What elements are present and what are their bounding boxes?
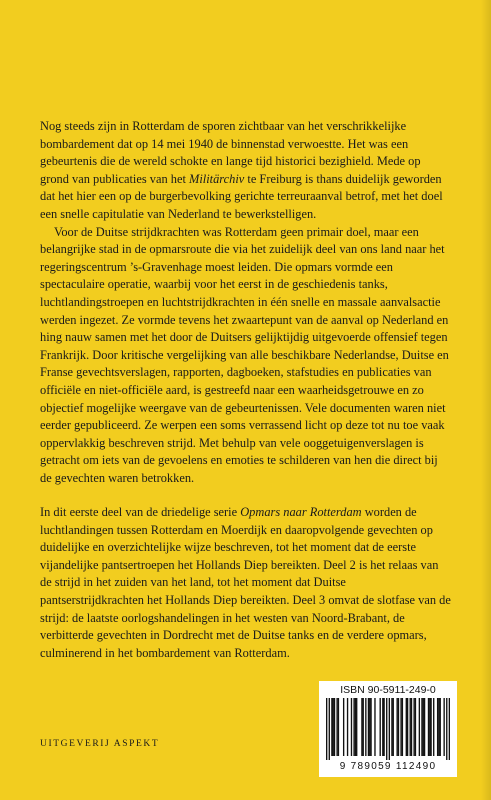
barcode-bar [433, 698, 434, 756]
isbn-label: ISBN 90-5911-249-0 [340, 684, 436, 696]
barcode-bar [326, 698, 327, 760]
series-paragraph [40, 504, 452, 662]
barcode-bar [356, 698, 357, 756]
barcode-bar [437, 698, 438, 756]
barcode-bar [421, 698, 422, 756]
barcode-bar [430, 698, 431, 756]
barcode-bar [369, 698, 370, 756]
barcode-bar [389, 698, 390, 760]
barcode-bar [411, 698, 412, 756]
intro-paragraph-1 [40, 118, 452, 224]
barcode-bar [440, 698, 441, 756]
series-text-b: worden de luchtlandingen tussen Rotterdam en Moerdijk en daaropvolgende gevechten op duidelijke en overzichtelijke wijze beschreven, tot het moment dat de eerste vijandelijke pantsertroepen het Hollands Diep bereikten. Deel 2 is het relaas van de strijd in het zuiden van het land, tot het moment dat Duitse pantserstrijdkrachten het Hollands Diep bereikten. Deel 3 omvat de slotfase van de strijd: de laatste oorlogshandelingen in het westen van Noord-Brabant, de verbitterde gevechten in Dordrecht met de Duitse tanks en de verdere opmars, culminerend in het bombardement van Rotterdam. [40, 505, 451, 660]
barcode-bar [363, 698, 364, 756]
barcode-bar [380, 698, 381, 756]
barcode-bar [374, 698, 375, 756]
barcode-bar [383, 698, 384, 756]
barcode-bar [419, 698, 420, 756]
barcode-bar [336, 698, 337, 756]
publisher-name: UITGEVERIJ ASPEKT [40, 739, 160, 749]
barcode-bar [333, 698, 334, 756]
barcode-bar [391, 698, 392, 756]
barcode-bar [429, 698, 430, 756]
barcode-bar [351, 698, 352, 756]
barcode-panel [319, 681, 457, 777]
barcode-bar [334, 698, 335, 756]
barcode-image [326, 698, 450, 760]
barcode-bar [438, 698, 439, 756]
barcode-bar [365, 698, 366, 756]
barcode-bar [402, 698, 403, 756]
archive-name: Militärchiv [189, 171, 245, 186]
barcode-bar [415, 698, 416, 756]
barcode-bar [361, 698, 362, 756]
barcode-bar [446, 698, 447, 760]
barcode-bar [406, 698, 407, 756]
barcode-number: 9 789059 112490 [339, 761, 437, 772]
barcode-bar [400, 698, 401, 756]
barcode-bar [413, 698, 414, 756]
barcode-bar [428, 698, 429, 756]
barcode-bar [355, 698, 356, 756]
intro-text-1b: te Freiburg is thans duidelijk geworden dat het hier een op de burgerbevolking gerichte terreuraanval betrof, met het doel een snelle capitulatie van Nederland te bewerkstelligen. [40, 171, 443, 221]
series-text-a: In dit eerste deel van de driedelige serie [40, 505, 241, 519]
barcode-bar [423, 698, 424, 756]
cover-edge-shadow [481, 0, 491, 800]
barcode-bar [331, 698, 332, 756]
barcode-bar [407, 698, 408, 756]
barcode-bar [347, 698, 348, 756]
barcode-bar [396, 698, 397, 756]
barcode-bar [382, 698, 383, 756]
intro-paragraph-2: Voor de Duitse strijdkrachten was Rotterdam geen primair doel, maar een belangrijke stad in de opmarsroute die via het zuidelijk deel van ons land naar het regeringscentrum ’s-Gravenhage moest leiden. Die opmars vormde een spectaculaire operatie, waarbij voor het eerst in de geschiedenis tanks, luchtlandingstroepen en luchtstrijdkrachten in één snelle en massale aanvalsactie werden ingezet. Ze vormde tevens het zwaartepunt van de aanval op Nederland en hing nauw samen met het door de Duitsers gelijktijdig uitgevoerde offensief tegen Frankrijk. Door kritische vergelijking van alle beschikbare Nederlandse, Duitse en Franse gevechtsverslagen, rapporten, dagboeken, stafstudies en publicaties van officiële en niet-officiële aard, is gestreefd naar een waarheidsgetrouwe en zo objectief mogelijke weergave van de gebeurtenissen. Vele documenten waren niet eerder gepubliceerd. Ze werpen een soms verrassend licht op deze tot nu toe vaak oppervlakkig beschreven strijd. Met behulp van vele ooggetuigenverslagen is getracht om iets van de gevoelens en emoties te schilderen van hen die direct bij de gevechten waren betrokken. [40, 224, 449, 485]
barcode-bar [393, 698, 394, 756]
barcode-bar [398, 698, 399, 756]
barcode-bar [370, 698, 371, 756]
barcode-bar [353, 698, 354, 756]
intro-text-1a: Nog steeds zijn in Rotterdam de sporen zichtbaar van het verschrikkelijke bombardement dat op 14 mei 1940 de binnenstad verwoestte. Het was een gebeurtenis die de wereld schokte en lange tijd historici bezighield. Mede op grond van publicaties van het [40, 119, 421, 186]
series-title: Opmars naar Rotterdam [240, 505, 362, 519]
barcode-bar [449, 698, 450, 760]
series-blurb [40, 504, 452, 662]
barcode-bar [329, 698, 330, 760]
barcode-bar [368, 698, 369, 756]
barcode-bar [343, 698, 344, 756]
barcode-bar [338, 698, 339, 756]
barcode-bar [410, 698, 411, 756]
intro-blurb [40, 118, 452, 487]
barcode-bar [424, 698, 425, 756]
barcode-bar [443, 698, 444, 756]
barcode-bar [386, 698, 387, 760]
